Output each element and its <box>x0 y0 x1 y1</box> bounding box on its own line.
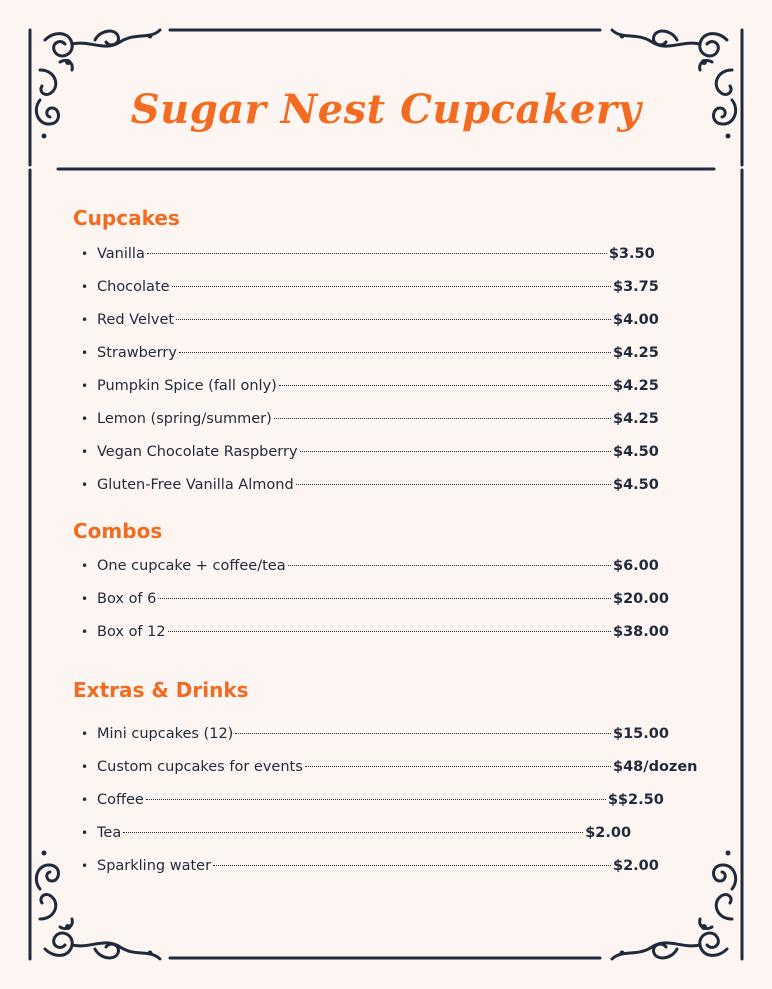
dot-leader <box>158 598 611 599</box>
item-price: $$2.50 <box>607 792 664 808</box>
item-name: Coffee <box>97 792 144 808</box>
dot-leader <box>172 286 611 287</box>
item-price: $3.50 <box>608 246 655 262</box>
dot-leader <box>296 484 611 485</box>
menu-item <box>73 403 703 436</box>
bullet-icon: • <box>81 625 89 639</box>
item-price: $4.50 <box>613 477 659 493</box>
item-price: $48/dozen <box>613 759 698 775</box>
bullet-icon: • <box>81 478 89 492</box>
item-price: $4.00 <box>613 312 659 328</box>
bullet-icon: • <box>81 247 89 261</box>
menu-item <box>73 817 703 850</box>
bullet-icon: • <box>81 346 89 360</box>
dot-leader <box>213 865 611 866</box>
item-name: Chocolate <box>97 279 170 295</box>
item-name: Lemon (spring/summer) <box>97 411 272 427</box>
bullet-icon: • <box>81 760 89 774</box>
dot-leader <box>147 253 607 254</box>
menu-item <box>73 271 703 304</box>
item-price: $2.00 <box>585 825 632 841</box>
menu-item <box>73 850 703 883</box>
item-price: $4.50 <box>613 444 659 460</box>
combos-list <box>73 550 703 649</box>
dot-leader <box>305 766 611 767</box>
menu-item <box>73 784 703 817</box>
item-name: Box of 6 <box>97 591 157 607</box>
item-name: Vegan Chocolate Raspberry <box>97 444 298 460</box>
menu-item <box>73 436 703 469</box>
section-heading-combos: Combos <box>73 519 163 543</box>
item-name: One cupcake + coffee/tea <box>97 558 286 574</box>
item-name: Box of 12 <box>97 624 166 640</box>
bullet-icon: • <box>81 280 89 294</box>
menu-item <box>73 718 703 751</box>
extras-drinks-list <box>73 718 703 883</box>
item-price: $4.25 <box>613 411 659 427</box>
dot-leader <box>146 799 606 800</box>
menu-item <box>73 370 703 403</box>
item-price: $3.75 <box>613 279 659 295</box>
menu-item <box>73 550 703 583</box>
item-name: Red Velvet <box>97 312 175 328</box>
item-name: Vanilla <box>97 246 145 262</box>
menu-title: Sugar Nest Cupcakery <box>130 86 642 133</box>
item-name: Mini cupcakes (12) <box>97 726 234 742</box>
bullet-icon: • <box>81 826 89 840</box>
bullet-icon: • <box>81 559 89 573</box>
item-price: $4.25 <box>613 345 659 361</box>
item-name: Sparkling water <box>97 858 212 874</box>
item-price: $6.00 <box>613 558 659 574</box>
item-price: $4.25 <box>613 378 659 394</box>
item-price: $20.00 <box>613 591 669 607</box>
item-name: Pumpkin Spice (fall only) <box>97 378 277 394</box>
item-name: Strawberry <box>97 345 177 361</box>
bullet-icon: • <box>81 445 89 459</box>
menu-item <box>73 751 703 784</box>
menu-item <box>73 469 703 502</box>
menu-item <box>73 583 703 616</box>
menu-item <box>73 337 703 370</box>
dot-leader <box>288 565 611 566</box>
dot-leader <box>300 451 611 452</box>
bullet-icon: • <box>81 859 89 873</box>
dot-leader <box>179 352 611 353</box>
bullet-icon: • <box>81 379 89 393</box>
item-price: $15.00 <box>613 726 669 742</box>
dot-leader <box>123 832 583 833</box>
bullet-icon: • <box>81 727 89 741</box>
section-heading-extras-drinks: Extras & Drinks <box>73 678 249 702</box>
bullet-icon: • <box>81 793 89 807</box>
menu-item <box>73 238 703 271</box>
section-heading-cupcakes: Cupcakes <box>73 206 180 230</box>
menu-item <box>73 616 703 649</box>
bullet-icon: • <box>81 592 89 606</box>
menu-item <box>73 304 703 337</box>
bullet-icon: • <box>81 412 89 426</box>
dot-leader <box>176 319 611 320</box>
dot-leader <box>279 385 611 386</box>
item-price: $38.00 <box>613 624 669 640</box>
item-price: $2.00 <box>613 858 659 874</box>
cupcakes-list <box>73 238 703 502</box>
dot-leader <box>274 418 611 419</box>
dot-leader <box>168 631 611 632</box>
item-name: Tea <box>97 825 122 841</box>
bullet-icon: • <box>81 313 89 327</box>
item-name: Custom cupcakes for events <box>97 759 303 775</box>
item-name: Gluten-Free Vanilla Almond <box>97 477 294 493</box>
dot-leader <box>235 733 611 734</box>
